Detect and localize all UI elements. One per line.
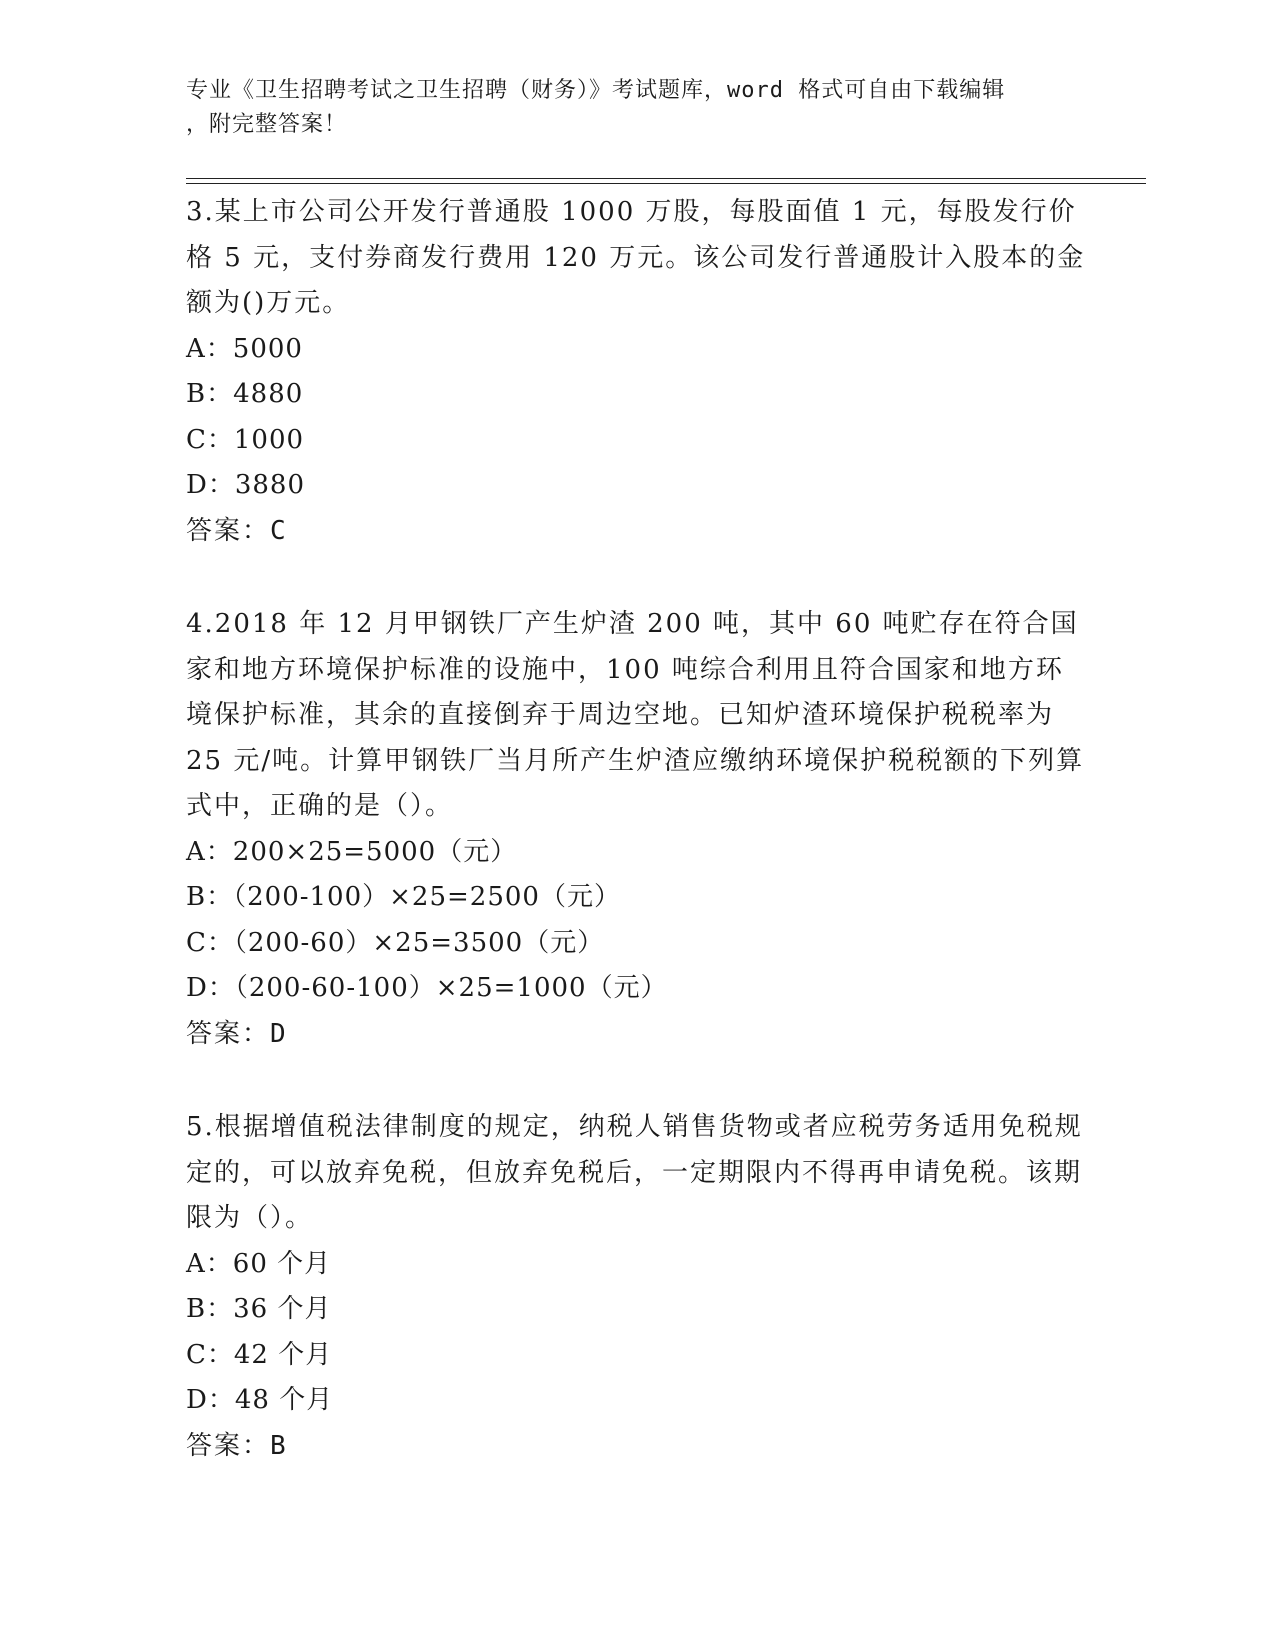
option-c: C：（200-60）×25=3500（元） [186, 927, 605, 958]
option-b: B：4880 [186, 379, 304, 409]
answer-value: B [270, 1430, 286, 1461]
answer-line [186, 1424, 1086, 1470]
answer-value: D [270, 1018, 286, 1049]
header-line-1: 专业《卫生招聘考试之卫生招聘（财务）》考试题库，word 格式可自由下载编辑 [186, 78, 1006, 103]
header-divider-bottom [186, 183, 1146, 184]
question-stem: 3.某上市公司公开发行普通股 1000 万股，每股面值 1 元，每股发行价格 5 元，支付券商发行费用 120 万元。该公司发行普通股计入股本的金额为()万元。 [186, 197, 1086, 318]
option-d: D：（200-60-100）×25=1000（元） [186, 973, 668, 1003]
question-4 [186, 602, 1086, 1057]
answer-label: 答案： [186, 1018, 271, 1049]
option-c: C：42 个月 [186, 1339, 333, 1370]
answer-label: 答案： [186, 515, 271, 546]
header-divider-top [186, 178, 1146, 179]
option-c: C：1000 [186, 424, 305, 455]
option-b: B：36 个月 [186, 1294, 332, 1324]
question-3 [186, 190, 1086, 554]
question-5 [186, 1105, 1086, 1469]
option-a: A：5000 [186, 333, 303, 364]
option-a: A：200×25=5000（元） [186, 836, 518, 867]
question-stem: 4.2018 年 12 月甲钢铁厂产生炉渣 200 吨，其中 60 吨贮存在符合国家和地方环境保护标准的设施中，100 吨综合利用且符合国家和地方环境保护标准，其余的直接倒弃于周边空地。已知炉渣环境保护税税率为 25 元/吨。计算甲钢铁厂当月所产生炉渣应缴纳环境保护税税额的下列算式中，正确的是（）。 [186, 609, 1085, 821]
header-line-2: ，附完整答案！ [186, 112, 348, 137]
question-list [186, 190, 1086, 1517]
option-a: A：60 个月 [186, 1248, 332, 1279]
option-b: B：（200-100）×25=2500（元） [186, 882, 621, 912]
option-d: D：3880 [186, 470, 306, 500]
document-header [186, 74, 1076, 142]
answer-label: 答案： [186, 1430, 271, 1461]
option-d: D：48 个月 [186, 1385, 334, 1415]
answer-line [186, 1012, 1086, 1058]
answer-value: C [270, 515, 286, 546]
answer-line [186, 509, 1086, 555]
question-stem: 5.根据增值税法律制度的规定，纳税人销售货物或者应税劳务适用免税规定的，可以放弃免税，但放弃免税后，一定期限内不得再申请免税。该期限为（）。 [186, 1112, 1083, 1233]
